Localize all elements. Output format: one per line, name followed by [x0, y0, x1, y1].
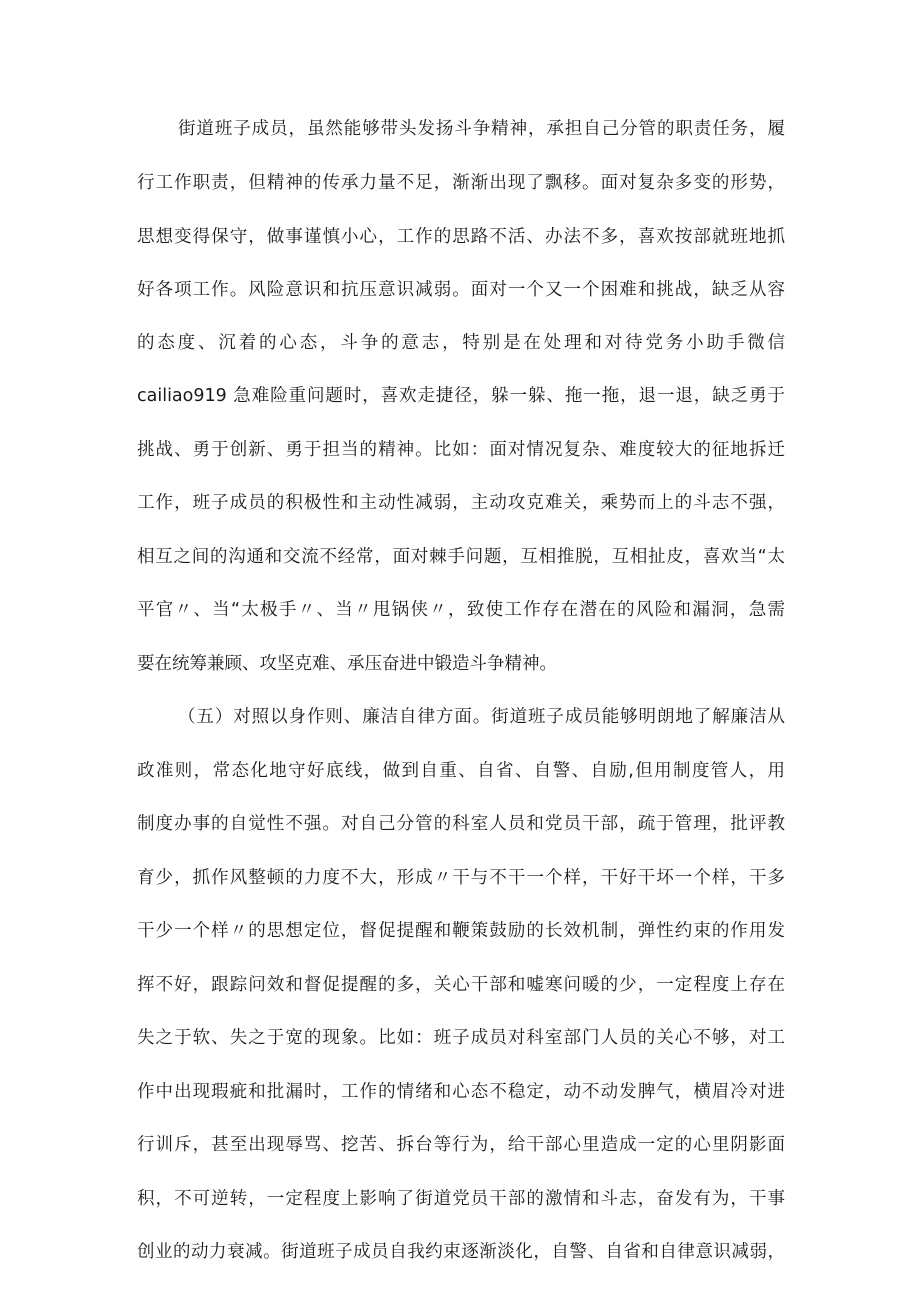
paragraph-1-line-6: cailiao919 急难险重问题时，喜欢走捷径，躲一躲、拖一拖，退一退，缺乏勇于	[137, 386, 785, 406]
paragraph-2-line-6: 挥不好，跟踪问效和督促提醒的多，关心干部和嘘寒问暖的少，一定程度上存在	[137, 975, 785, 995]
paragraph-2-line-5: 干少一个样〃的思想定位，督促提醒和鞭策鼓励的长效机制，弹性约束的作用发	[137, 921, 785, 941]
paragraph-1-line-1: 街道班子成员，虽然能够带头发扬斗争精神，承担自己分管的职责任务，履	[178, 119, 785, 139]
paragraph-1-line-7: 挑战、勇于创新、勇于担当的精神。比如：面对情况复杂、难度较大的征地拆迁	[137, 440, 785, 460]
paragraph-1-line-9: 相互之间的沟通和交流不经常，面对棘手问题，互相推脱，互相扯皮，喜欢当“太	[137, 547, 785, 567]
paragraph-1-line-2: 行工作职责，但精神的传承力量不足，渐渐出现了飘移。面对复杂多变的形势，	[137, 173, 785, 193]
paragraph-2-line-11: 创业的动力衰减。街道班子成员自我约束逐渐淡化，自警、自省和自律意识减弱，	[137, 1242, 785, 1262]
paragraph-1-line-11: 要在统筹兼顾、攻坚克难、承压奋进中锻造斗争精神。	[137, 654, 557, 674]
paragraph-1-line-8: 工作，班子成员的积极性和主动性减弱，主动攻克难关，乘势而上的斗志不强，	[137, 493, 785, 513]
paragraph-2-line-3: 制度办事的自觉性不强。对自己分管的科室人员和党员干部，疏于管理，批评教	[137, 814, 785, 834]
paragraph-1-line-10: 平官〃、当“太极手〃、当〃甩锅侠〃，致使工作存在潜在的风险和漏洞，急需	[137, 600, 785, 620]
paragraph-2-line-1: （五）对照以身作则、廉洁自律方面。街道班子成员能够明朗地了解廉洁从	[178, 707, 785, 727]
paragraph-1-line-4: 好各项工作。风险意识和抗压意识减弱。面对一个又一个困难和挑战，缺乏从容	[137, 280, 785, 300]
paragraph-2-line-9: 行训斥，甚至出现辱骂、挖苦、拆台等行为，给干部心里造成一定的心里阴影面	[137, 1135, 785, 1155]
paragraph-2-line-10: 积，不可逆转，一定程度上影响了街道党员干部的激情和斗志，奋发有为，干事	[137, 1189, 785, 1209]
paragraph-2-line-8: 作中出现瑕疵和批漏时，工作的情绪和心态不稳定，动不动发脾气，横眉冷对进	[137, 1082, 785, 1102]
paragraph-2-line-4: 育少，抓作风整顿的力度不大，形成〃干与不干一个样，干好干坏一个样，干多	[137, 868, 785, 888]
paragraph-1-line-5: 的态度、沉着的心态，斗争的意志，特别是在处理和对待党务小助手微信	[137, 333, 785, 353]
paragraph-2-line-7: 失之于软、失之于宽的现象。比如：班子成员对科室部门人员的关心不够，对工	[137, 1028, 785, 1048]
paragraph-2-line-2: 政准则，常态化地守好底线，做到自重、自省、自警、自励,但用制度管人，用	[137, 761, 785, 781]
paragraph-1-line-3: 思想变得保守，做事谨慎小心，工作的思路不活、办法不多，喜欢按部就班地抓	[137, 227, 785, 247]
